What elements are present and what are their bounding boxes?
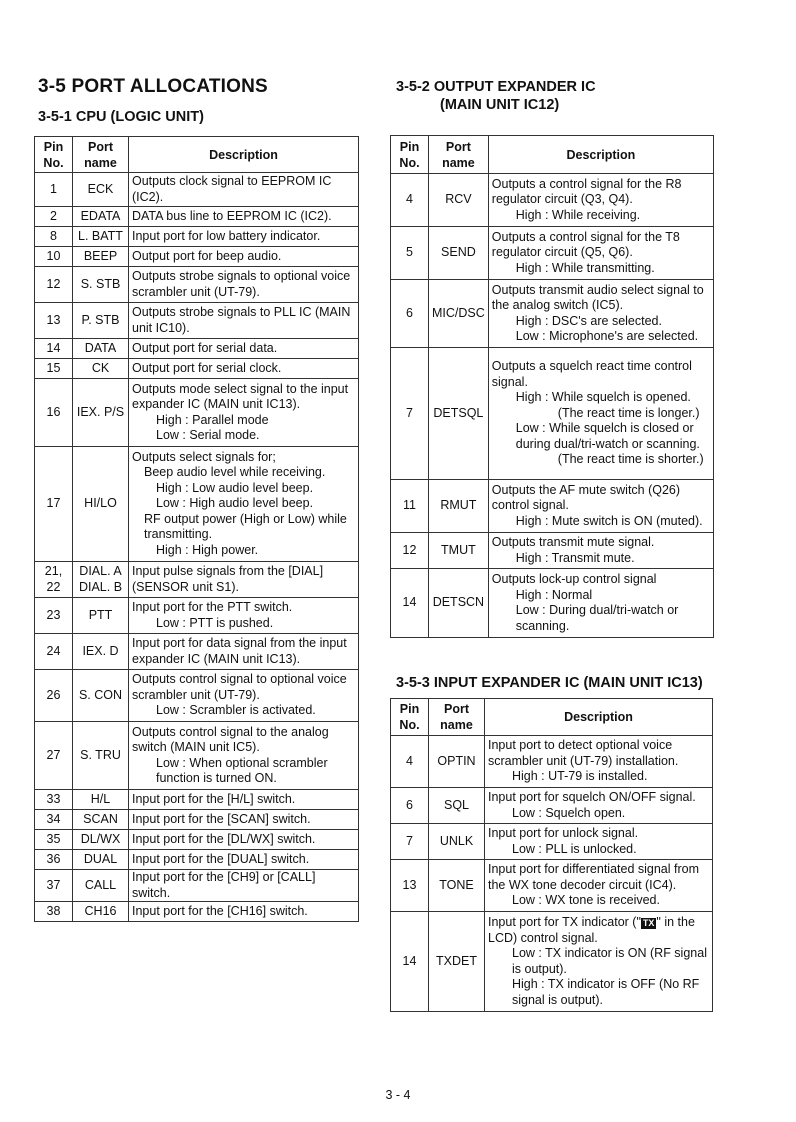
header-port: Port name	[73, 137, 129, 173]
desc-line: High : High power.	[156, 542, 259, 557]
port-cell: EDATA	[73, 207, 129, 227]
pin-cell: 5	[391, 227, 429, 280]
desc-cell: Output port for serial clock.	[129, 359, 359, 379]
desc-cell: Input port for low battery indicator.	[129, 227, 359, 247]
input-expander-heading: 3-5-3 INPUT EXPANDER IC (MAIN UNIT IC13)	[396, 675, 703, 691]
table-row	[391, 569, 714, 638]
header-pin: Pin No.	[35, 137, 73, 173]
desc-cell: Output port for serial data.	[129, 339, 359, 359]
desc-line: Low : When optional scrambler function is turned ON.	[156, 755, 328, 785]
desc-line: Low : PTT is pushed.	[156, 615, 274, 630]
desc-line: Outputs a control signal for the R8 regulator circuit (Q3, Q4).	[491, 176, 682, 207]
input-expander-table	[390, 698, 713, 1012]
port-cell: PTT	[73, 598, 129, 634]
port-cell: TONE	[429, 860, 485, 912]
table-row	[35, 227, 359, 247]
table-row	[391, 533, 714, 569]
desc-cell	[485, 860, 713, 912]
port-cell: TXDET	[429, 912, 485, 1012]
pin-cell: 33	[35, 790, 73, 810]
desc-cell: DATA bus line to EEPROM IC (IC2).	[129, 207, 359, 227]
desc-cell	[129, 722, 359, 790]
desc-line: High : While squelch is opened.	[515, 390, 691, 405]
pin-cell: 26	[35, 670, 73, 722]
table-row	[35, 339, 359, 359]
desc-line: Input port to detect optional voice scrambler unit (UT-79) installation.	[488, 738, 679, 768]
tx-indicator-icon: TX	[642, 918, 655, 928]
port-cell: S. STB	[73, 267, 129, 303]
desc-line: Low : Serial mode.	[156, 428, 260, 442]
port-cell: ECK	[73, 173, 129, 207]
table-row	[391, 736, 713, 788]
desc-line: Outputs control signal to optional voice scrambler unit (UT-79).	[132, 672, 347, 702]
desc-cell	[129, 598, 359, 634]
desc-line: Outputs lock-up control signal	[491, 572, 657, 586]
desc-line: High : DSC's are selected.	[515, 313, 662, 328]
table-row	[35, 670, 359, 722]
pin-cell: 8	[35, 227, 73, 247]
output-heading-line1: 3-5-2 OUTPUT EXPANDER IC	[396, 79, 596, 95]
pin-cell: 15	[35, 359, 73, 379]
desc-cell: Input port for the [CH16] switch.	[129, 902, 359, 922]
pin-cell: 2	[35, 207, 73, 227]
pin-cell: 27	[35, 722, 73, 790]
desc-cell: Input port for the [CH9] or [CALL] switch.	[129, 870, 359, 902]
port-cell: SEND	[429, 227, 489, 280]
pin-cell: 6	[391, 280, 429, 348]
table-row	[391, 348, 714, 480]
header-pin: Pin No.	[391, 699, 429, 736]
desc-cell	[129, 670, 359, 722]
desc-line: Outputs transmit audio select signal to the analog switch (IC5).	[491, 282, 704, 312]
table-row	[391, 860, 713, 912]
pin-cell: 4	[391, 736, 429, 788]
port-cell: UNLK	[429, 824, 485, 860]
pin-cell: 6	[391, 788, 429, 824]
port-cell: P. STB	[73, 303, 129, 339]
table-row	[391, 788, 713, 824]
desc-line: High : While receiving.	[515, 207, 641, 222]
pin-cell: 1	[35, 173, 73, 207]
desc-line: High : While transmitting.	[515, 260, 655, 275]
desc-line: Low : High audio level beep.	[156, 496, 314, 511]
table-row	[35, 902, 359, 922]
port-cell: S. TRU	[73, 722, 129, 790]
pin-cell: 13	[391, 860, 429, 912]
desc-line	[488, 915, 695, 945]
port-cell: IEX. D	[73, 634, 129, 670]
desc-cell: Input port for the [H/L] switch.	[129, 790, 359, 810]
desc-line: High : Low audio level beep.	[156, 480, 314, 495]
table-row	[391, 824, 713, 860]
desc-cell: Input port for the [DUAL] switch.	[129, 850, 359, 870]
desc-line: Input port for unlock signal.	[488, 826, 639, 840]
desc-cell	[488, 174, 713, 227]
port-cell: CH16	[73, 902, 129, 922]
desc-cell: Input port for the [DL/WX] switch.	[129, 830, 359, 850]
output-expander-table	[390, 135, 714, 638]
table-row	[35, 790, 359, 810]
table-row	[35, 634, 359, 670]
desc-text: Input port for TX indicator ("	[488, 915, 641, 929]
pin-cell: 12	[391, 533, 429, 569]
desc-line: Outputs a control signal for the T8 regulator circuit (Q5, Q6).	[491, 229, 680, 260]
pin-cell: 7	[391, 348, 429, 480]
pin-cell: 23	[35, 598, 73, 634]
pin-cell: 4	[391, 174, 429, 227]
desc-cell	[129, 447, 359, 562]
port-cell: BEEP	[73, 247, 129, 267]
desc-line: (The react time is shorter.)	[557, 452, 704, 467]
pin-cell: 36	[35, 850, 73, 870]
header-pin: Pin No.	[391, 136, 429, 174]
desc-cell	[488, 533, 713, 569]
desc-line: Outputs a squelch react time control signal.	[491, 359, 692, 389]
cpu-table	[34, 136, 359, 922]
port-cell: TMUT	[429, 533, 489, 569]
pin-cell: 13	[35, 303, 73, 339]
table-row	[35, 870, 359, 902]
port-cell: IEX. P/S	[73, 379, 129, 447]
table-row	[35, 722, 359, 790]
desc-line: High : Parallel mode	[156, 412, 269, 427]
port-cell: DETSQL	[429, 348, 489, 480]
desc-line: RF output power (High or Low) while transmitting.	[144, 511, 347, 542]
port-cell: RMUT	[429, 480, 489, 533]
desc-line: Low : While squelch is closed or during dual/tri-watch or scanning.	[515, 421, 700, 451]
pin-cell: 34	[35, 810, 73, 830]
pin-cell: 24	[35, 634, 73, 670]
pin-cell: 10	[35, 247, 73, 267]
port-cell: SCAN	[73, 810, 129, 830]
table-row	[391, 227, 714, 280]
desc-line: Input port for the PTT switch.	[132, 600, 293, 614]
desc-cell	[485, 788, 713, 824]
pin-cell: 11	[391, 480, 429, 533]
pin-cell: 17	[35, 447, 73, 562]
table-row	[35, 810, 359, 830]
desc-line: Low : PLL is unlocked.	[512, 841, 637, 856]
port-cell: SQL	[429, 788, 485, 824]
desc-cell	[129, 379, 359, 447]
header-description: Description	[129, 137, 359, 173]
port-cell: OPTIN	[429, 736, 485, 788]
desc-cell: Output port for beep audio.	[129, 247, 359, 267]
table-row	[35, 598, 359, 634]
pin-cell: 16	[35, 379, 73, 447]
port-cell: HI/LO	[73, 447, 129, 562]
output-expander-heading	[396, 78, 596, 114]
header-port: Port name	[429, 699, 485, 736]
port-cell: DUAL	[73, 850, 129, 870]
desc-line: High : UT-79 is installed.	[512, 769, 648, 784]
desc-line: Low : TX indicator is ON (RF signal is output).	[512, 946, 707, 976]
header-description: Description	[485, 699, 713, 736]
port-cell: DIAL. A DIAL. B	[73, 562, 129, 598]
desc-cell: Outputs strobe signals to optional voice scrambler unit (UT-79).	[129, 267, 359, 303]
output-heading-line2: (MAIN UNIT IC12)	[440, 97, 560, 113]
desc-cell	[488, 348, 713, 480]
desc-line: Low : Microphone's are selected.	[515, 329, 699, 343]
desc-text: " in the LCD) control signal.	[488, 915, 695, 945]
pin-cell: 21, 22	[35, 562, 73, 598]
desc-line: Beep audio level while receiving.	[144, 465, 326, 480]
table-row	[35, 173, 359, 207]
table-row	[35, 247, 359, 267]
table-row	[391, 912, 713, 1012]
table-row	[35, 267, 359, 303]
desc-line: Low : Scrambler is activated.	[156, 703, 316, 718]
desc-line: Low : Squelch open.	[512, 805, 626, 820]
desc-line: High : TX indicator is OFF (No RF signal is output).	[512, 977, 700, 1007]
port-cell: DATA	[73, 339, 129, 359]
desc-cell	[488, 569, 713, 638]
table-row	[35, 207, 359, 227]
page-number: 3 - 4	[385, 1088, 411, 1102]
desc-cell	[488, 480, 713, 533]
pin-cell: 14	[35, 339, 73, 359]
desc-line: High : Normal	[515, 587, 593, 602]
desc-line: Outputs the AF mute switch (Q26) control signal.	[491, 482, 681, 513]
table-row	[35, 830, 359, 850]
desc-cell	[488, 280, 713, 348]
pin-cell: 14	[391, 912, 429, 1012]
desc-cell: Input pulse signals from the [DIAL] (SENSOR unit S1).	[129, 562, 359, 598]
desc-line: High : Mute switch is ON (muted).	[515, 513, 703, 528]
table-row	[35, 850, 359, 870]
desc-line: Input port for differentiated signal from the WX tone decoder circuit (IC4).	[488, 862, 699, 892]
table-row	[35, 447, 359, 562]
table-row	[35, 359, 359, 379]
header-description: Description	[488, 136, 713, 174]
desc-cell: Outputs strobe signals to PLL IC (MAIN unit IC10).	[129, 303, 359, 339]
header-port: Port name	[429, 136, 489, 174]
pin-cell: 35	[35, 830, 73, 850]
cpu-heading: 3-5-1 CPU (LOGIC UNIT)	[38, 109, 204, 125]
table-row	[35, 303, 359, 339]
pin-cell: 7	[391, 824, 429, 860]
port-cell: S. CON	[73, 670, 129, 722]
desc-cell	[485, 736, 713, 788]
table-row	[35, 562, 359, 598]
table-row	[391, 280, 714, 348]
page-title: 3-5 PORT ALLOCATIONS	[38, 76, 268, 97]
desc-cell	[485, 824, 713, 860]
port-cell: H/L	[73, 790, 129, 810]
desc-cell: Outputs clock signal to EEPROM IC (IC2).	[129, 173, 359, 207]
port-cell: MIC/DSC	[429, 280, 489, 348]
pin-cell: 14	[391, 569, 429, 638]
table-row	[391, 480, 714, 533]
desc-cell: Input port for data signal from the input expander IC (MAIN unit IC13).	[129, 634, 359, 670]
desc-cell	[488, 227, 713, 280]
desc-line: Outputs transmit mute signal.	[491, 535, 655, 549]
table-row	[391, 174, 714, 227]
desc-line: Outputs control signal to the analog switch (MAIN unit IC5).	[132, 724, 329, 754]
port-cell: DL/WX	[73, 830, 129, 850]
desc-line: Input port for squelch ON/OFF signal.	[488, 790, 696, 804]
desc-line: Low : During dual/tri-watch or scanning.	[515, 603, 679, 633]
desc-line: Outputs select signals for;	[132, 449, 276, 464]
port-cell: CALL	[73, 870, 129, 902]
port-cell: L. BATT	[73, 227, 129, 247]
port-cell: DETSCN	[429, 569, 489, 638]
table-row	[35, 379, 359, 447]
desc-line: Low : WX tone is received.	[512, 893, 660, 908]
pin-cell: 38	[35, 902, 73, 922]
pin-cell: 37	[35, 870, 73, 902]
desc-line: (The react time is longer.)	[557, 405, 700, 420]
pin-cell: 12	[35, 267, 73, 303]
desc-line: Outputs mode select signal to the input expander IC (MAIN unit IC13).	[132, 381, 349, 411]
desc-line: High : Transmit mute.	[515, 550, 635, 565]
desc-cell	[485, 912, 713, 1012]
port-cell: CK	[73, 359, 129, 379]
port-cell: RCV	[429, 174, 489, 227]
desc-cell: Input port for the [SCAN] switch.	[129, 810, 359, 830]
